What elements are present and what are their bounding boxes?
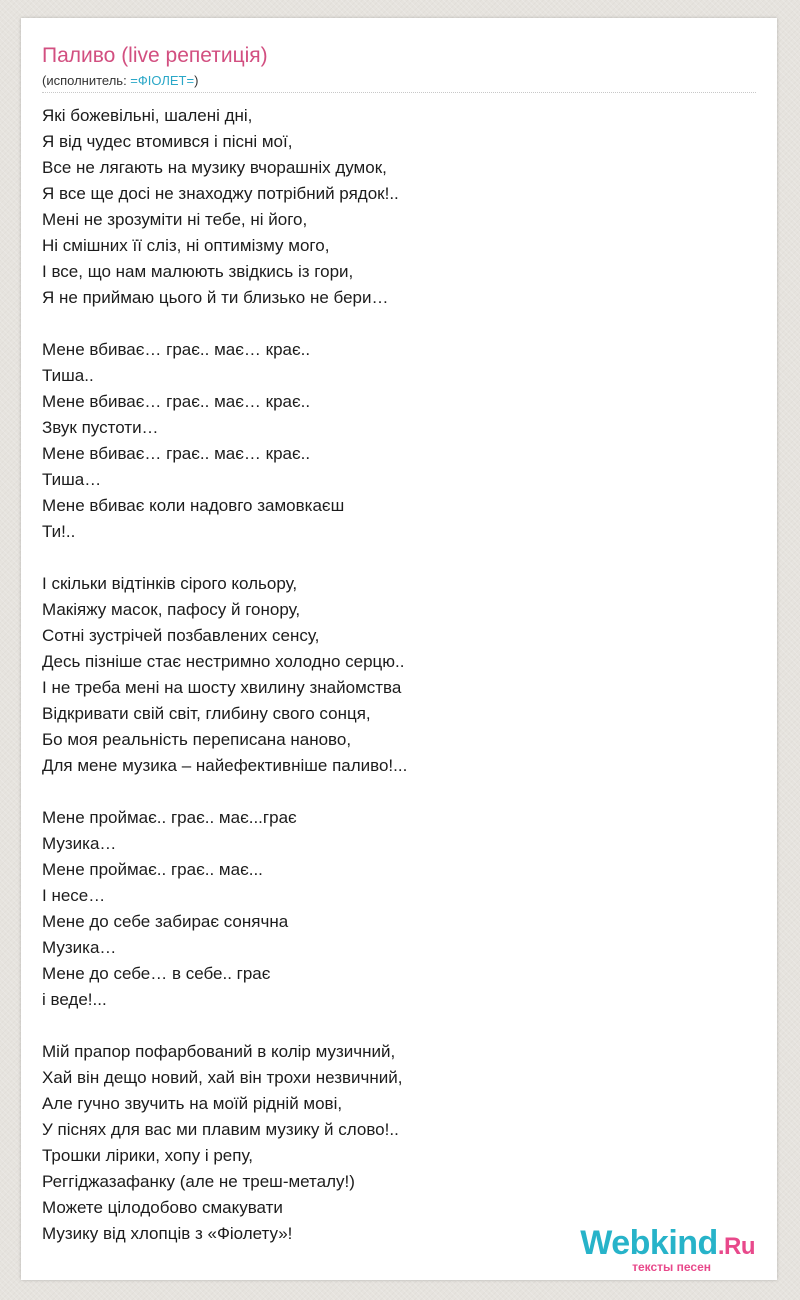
lyrics-line: Макіяжу масок, пафосу й гонору, xyxy=(42,600,301,619)
artist-link[interactable]: =ФІОЛЕТ= xyxy=(130,73,195,88)
lyrics-line: і веде!... xyxy=(42,990,107,1009)
artist-prefix: (исполнитель: xyxy=(42,73,131,88)
lyrics-line: Мене проймає.. грає.. має...грає xyxy=(42,808,297,827)
artist-line xyxy=(42,73,198,89)
site-logo[interactable] xyxy=(535,1224,755,1276)
lyrics-line: І все, що нам малюють звідкись із гори, xyxy=(42,262,354,281)
lyrics-line: Ти!.. xyxy=(42,522,76,541)
lyrics-line: Музика… xyxy=(42,938,117,957)
lyrics-line: Реггіджазафанку (але не треш-металу!) xyxy=(42,1172,355,1191)
lyrics-line: Музику від хлопців з «Фіолету»! xyxy=(42,1224,293,1243)
lyrics-line: Можете цілодобово смакувати xyxy=(42,1198,283,1217)
lyrics-line: Ні смішних її сліз, ні оптимізму мого, xyxy=(42,236,330,255)
lyrics-verse xyxy=(42,805,756,1013)
lyrics-line: Мене проймає.. грає.. має... xyxy=(42,860,263,879)
lyrics-verse xyxy=(42,103,756,311)
logo-name: Webkind xyxy=(580,1224,718,1262)
lyrics-line: Хай він дещо новий, хай він трохи незвичний, xyxy=(42,1068,403,1087)
lyrics-line: Я від чудес втомився і пісні мої, xyxy=(42,132,293,151)
lyrics-line: Для мене музика – найефективніше паливо!... xyxy=(42,756,408,775)
lyrics-line: Мене вбиває коли надовго замовкаєш xyxy=(42,496,345,515)
lyrics-line: Десь пізніше стає нестримно холодно серцю.. xyxy=(42,652,405,671)
lyrics-line: Тиша.. xyxy=(42,366,94,385)
song-title: Паливо (live репетиція) xyxy=(42,44,268,67)
title-divider xyxy=(42,92,756,93)
logo-tld: .Ru xyxy=(717,1233,755,1260)
lyrics-line: Мій прапор пофарбований в колір музичний, xyxy=(42,1042,396,1061)
lyrics-verse xyxy=(42,337,756,545)
lyrics-line: І не треба мені на шосту хвилину знайомства xyxy=(42,678,402,697)
lyrics-line: Музика… xyxy=(42,834,117,853)
lyrics-line: Але гучно звучить на моїй рідній мові, xyxy=(42,1094,343,1113)
lyrics-line: Я все ще досі не знаходжу потрібний рядок!.. xyxy=(42,184,399,203)
lyrics-line: Мене вбиває… грає.. має… крає.. xyxy=(42,444,311,463)
lyrics-line: Сотні зустрічей позбавлених сенсу, xyxy=(42,626,320,645)
lyrics-line: Які божевільні, шалені дні, xyxy=(42,106,253,125)
lyrics-line: Звук пустоти… xyxy=(42,418,159,437)
lyrics-line: Тиша… xyxy=(42,470,102,489)
lyrics-line: Я не приймаю цього й ти близько не бери… xyxy=(42,288,389,307)
lyrics-line: І скільки відтінків сірого кольору, xyxy=(42,574,298,593)
lyrics-line: Мене до себе забирає сонячна xyxy=(42,912,289,931)
lyrics-line: Мене вбиває… грає.. має… крає.. xyxy=(42,392,311,411)
logo-tagline: тексты песен xyxy=(632,1260,711,1274)
lyrics-verse xyxy=(42,1039,756,1247)
lyrics-line: Бо моя реальність переписана наново, xyxy=(42,730,352,749)
artist-suffix: ) xyxy=(194,73,199,88)
lyrics-body xyxy=(42,103,756,1247)
lyrics-line: Мене до себе… в себе.. грає xyxy=(42,964,271,983)
lyrics-line: Мені не зрозуміти ні тебе, ні його, xyxy=(42,210,308,229)
lyrics-verse xyxy=(42,571,756,779)
lyrics-line: І несе… xyxy=(42,886,106,905)
lyrics-line: Відкривати свій світ, глибину свого сонця, xyxy=(42,704,371,723)
lyrics-line: У піснях для вас ми плавим музику й слово!.. xyxy=(42,1120,399,1139)
lyrics-line: Мене вбиває… грає.. має… крає.. xyxy=(42,340,311,359)
lyrics-line: Все не лягають на музику вчорашніх думок, xyxy=(42,158,387,177)
lyrics-line: Трошки лірики, хопу і репу, xyxy=(42,1146,253,1165)
lyrics-card xyxy=(21,18,777,1280)
